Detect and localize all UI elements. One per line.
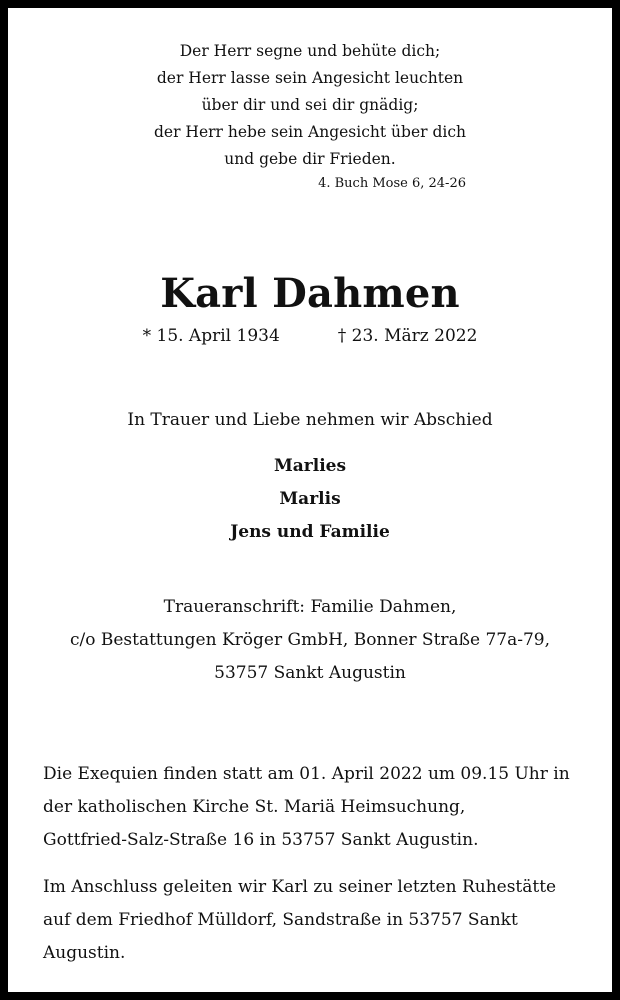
burial-line: Im Anschluss geleiten wir Karl zu seiner letzten Ruhestätte	[43, 877, 557, 897]
service-line: der katholischen Kirche St. Mariä Heimsuchung,	[43, 797, 466, 817]
service-line: Die Exequien finden statt am 01. April 2022 um 09.15 Uhr in	[43, 764, 570, 784]
address-line: c/o Bestattungen Kröger GmbH, Bonner Straße 77a-79,	[69, 630, 551, 650]
deceased-name: Karl Dahmen	[160, 270, 460, 317]
service-paragraph	[43, 758, 583, 857]
verse-line: Der Herr segne und behüte dich;	[179, 42, 441, 60]
family-member: Jens und Familie	[230, 522, 390, 542]
burial-line: Augustin.	[43, 943, 126, 963]
burial-paragraph	[43, 871, 583, 970]
family-members	[8, 450, 612, 549]
obituary-page	[8, 8, 612, 992]
birth-date: * 15. April 1934	[142, 326, 280, 346]
mourning-statement: In Trauer und Liebe nehmen wir Abschied	[127, 410, 493, 430]
burial-line: auf dem Friedhof Mülldorf, Sandstraße in 53757 Sankt	[43, 910, 518, 930]
verse-line: und gebe dir Frieden.	[224, 150, 396, 168]
death-date: † 23. März 2022	[337, 326, 478, 346]
address-line: 53757 Sankt Augustin	[214, 663, 406, 683]
family-member: Marlis	[279, 489, 341, 509]
verse-line: über dir und sei dir gnädig;	[201, 96, 419, 114]
service-line: Gottfried-Salz-Straße 16 in 53757 Sankt Augustin.	[43, 830, 479, 850]
verse-line: der Herr hebe sein Angesicht über dich	[154, 123, 466, 141]
verse-line: der Herr lasse sein Angesicht leuchten	[156, 69, 464, 87]
bible-verse	[8, 38, 612, 193]
verse-reference: 4. Buch Mose 6, 24-26	[318, 176, 466, 191]
service-info	[43, 758, 583, 970]
mourning-address	[8, 591, 612, 690]
family-member: Marlies	[273, 456, 347, 476]
address-line: Traueranschrift: Familie Dahmen,	[163, 597, 457, 617]
life-dates	[8, 326, 612, 346]
